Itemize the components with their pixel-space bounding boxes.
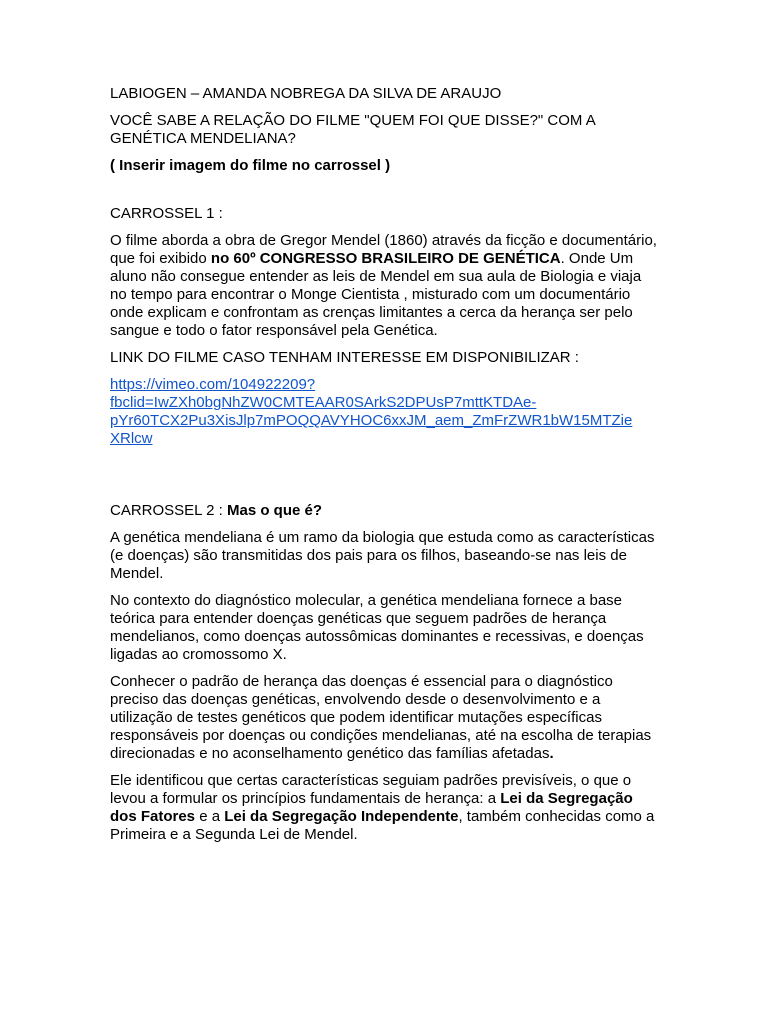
carrossel-1-heading: CARROSSEL 1 : [110,205,223,222]
question-title: VOCÊ SABE A RELAÇÃO DO FILME "QUEM FOI QUE DISSE?" COM A GENÉTICA MENDELIANA? [110,112,595,147]
carrossel-2-paragraph-3 [110,673,658,763]
image-note: ( Inserir imagem do filme no carrossel ) [110,157,391,174]
film-link-line-4[interactable]: XRlcw [110,430,153,447]
law-independent-segregation: Lei da Segregação Independente [224,808,459,825]
carrossel-2-paragraph-4 [110,772,658,844]
carrossel-1-text-b: . Onde Um aluno não consegue entender as leis de Mendel em sua aula de Biologia e viaja no tempo para encontrar o Monge Cientista , misturado com um documentário onde explicam e confrontam as crenças limitantes a cerca da herança ser pelo sangue e todo o fator responsável pela Genética. [110,250,642,339]
carrossel-2-label: CARROSSEL 2 : [110,502,227,519]
document-page [110,85,658,853]
carrossel-2-paragraph-1: A genética mendeliana é um ramo da biologia que estuda como as características (e doenças) são transmitidas dos pais para os filhos, baseando-se nas leis de Mendel. [110,529,655,582]
carrossel-2-title: Mas o que é? [226,502,323,519]
film-link-line-2[interactable]: fbclid=IwZXh0bgNhZW0CMTEAAR0SArkS2DPUsP7mttKTDAe- [110,394,537,411]
p4-text-a: Ele identificou que certas características seguiam padrões previsíveis, o que o levou a formular os princípios fundamentais de herança: a [110,772,632,807]
film-link-block [110,376,658,448]
p4-text-c: , também conhecidas como a Primeira e a Segunda Lei de Mendel. [110,808,655,843]
law-segregation: Lei da Segregação dos Fatores [110,790,633,825]
carrossel-2-p3-text: Conhecer o padrão de herança das doenças é essencial para o diagnóstico preciso das doenças genéticas, envolvendo desde o desenvolvimento e a utilização de testes genéticos que podem identificar mutações específicas responsáveis por doenças ou condições mendelianas, até na escolha de terapias direcionadas e no aconselhamento genético das famílias afetadas [110,673,652,762]
film-link-line-1[interactable]: https://vimeo.com/104922209? [110,376,316,393]
carrossel-2-p3-end: . [549,745,554,762]
carrossel-2-paragraph-2: No contexto do diagnóstico molecular, a genética mendeliana fornece a base teórica para entender doenças genéticas que seguem padrões de herança mendelianos, como doenças autossômicas dominantes e recessivas, e doenças ligadas ao cromossomo X. [110,592,644,663]
film-link-line-3[interactable]: pYr60TCX2Pu3XisJlp7mPOQQAVYHOC6xxJM_aem_ZmFrZWR1bW15MTZie [110,412,633,429]
spacer [110,457,658,502]
carrossel-2-heading [110,502,658,520]
carrossel-1-text-a: O filme aborda a obra de Gregor Mendel (1860) através da ficção e documentário, que foi exibido [110,232,657,267]
spacer [110,184,658,205]
congress-name: no 60º CONGRESSO BRASILEIRO DE GENÉTICA [210,250,561,267]
link-intro: LINK DO FILME CASO TENHAM INTERESSE EM DISPONIBILIZAR : [110,349,579,366]
carrossel-1-paragraph [110,232,658,340]
author-line: LABIOGEN – AMANDA NOBREGA DA SILVA DE ARAUJO [110,85,502,102]
p4-text-b: e a [195,808,225,825]
